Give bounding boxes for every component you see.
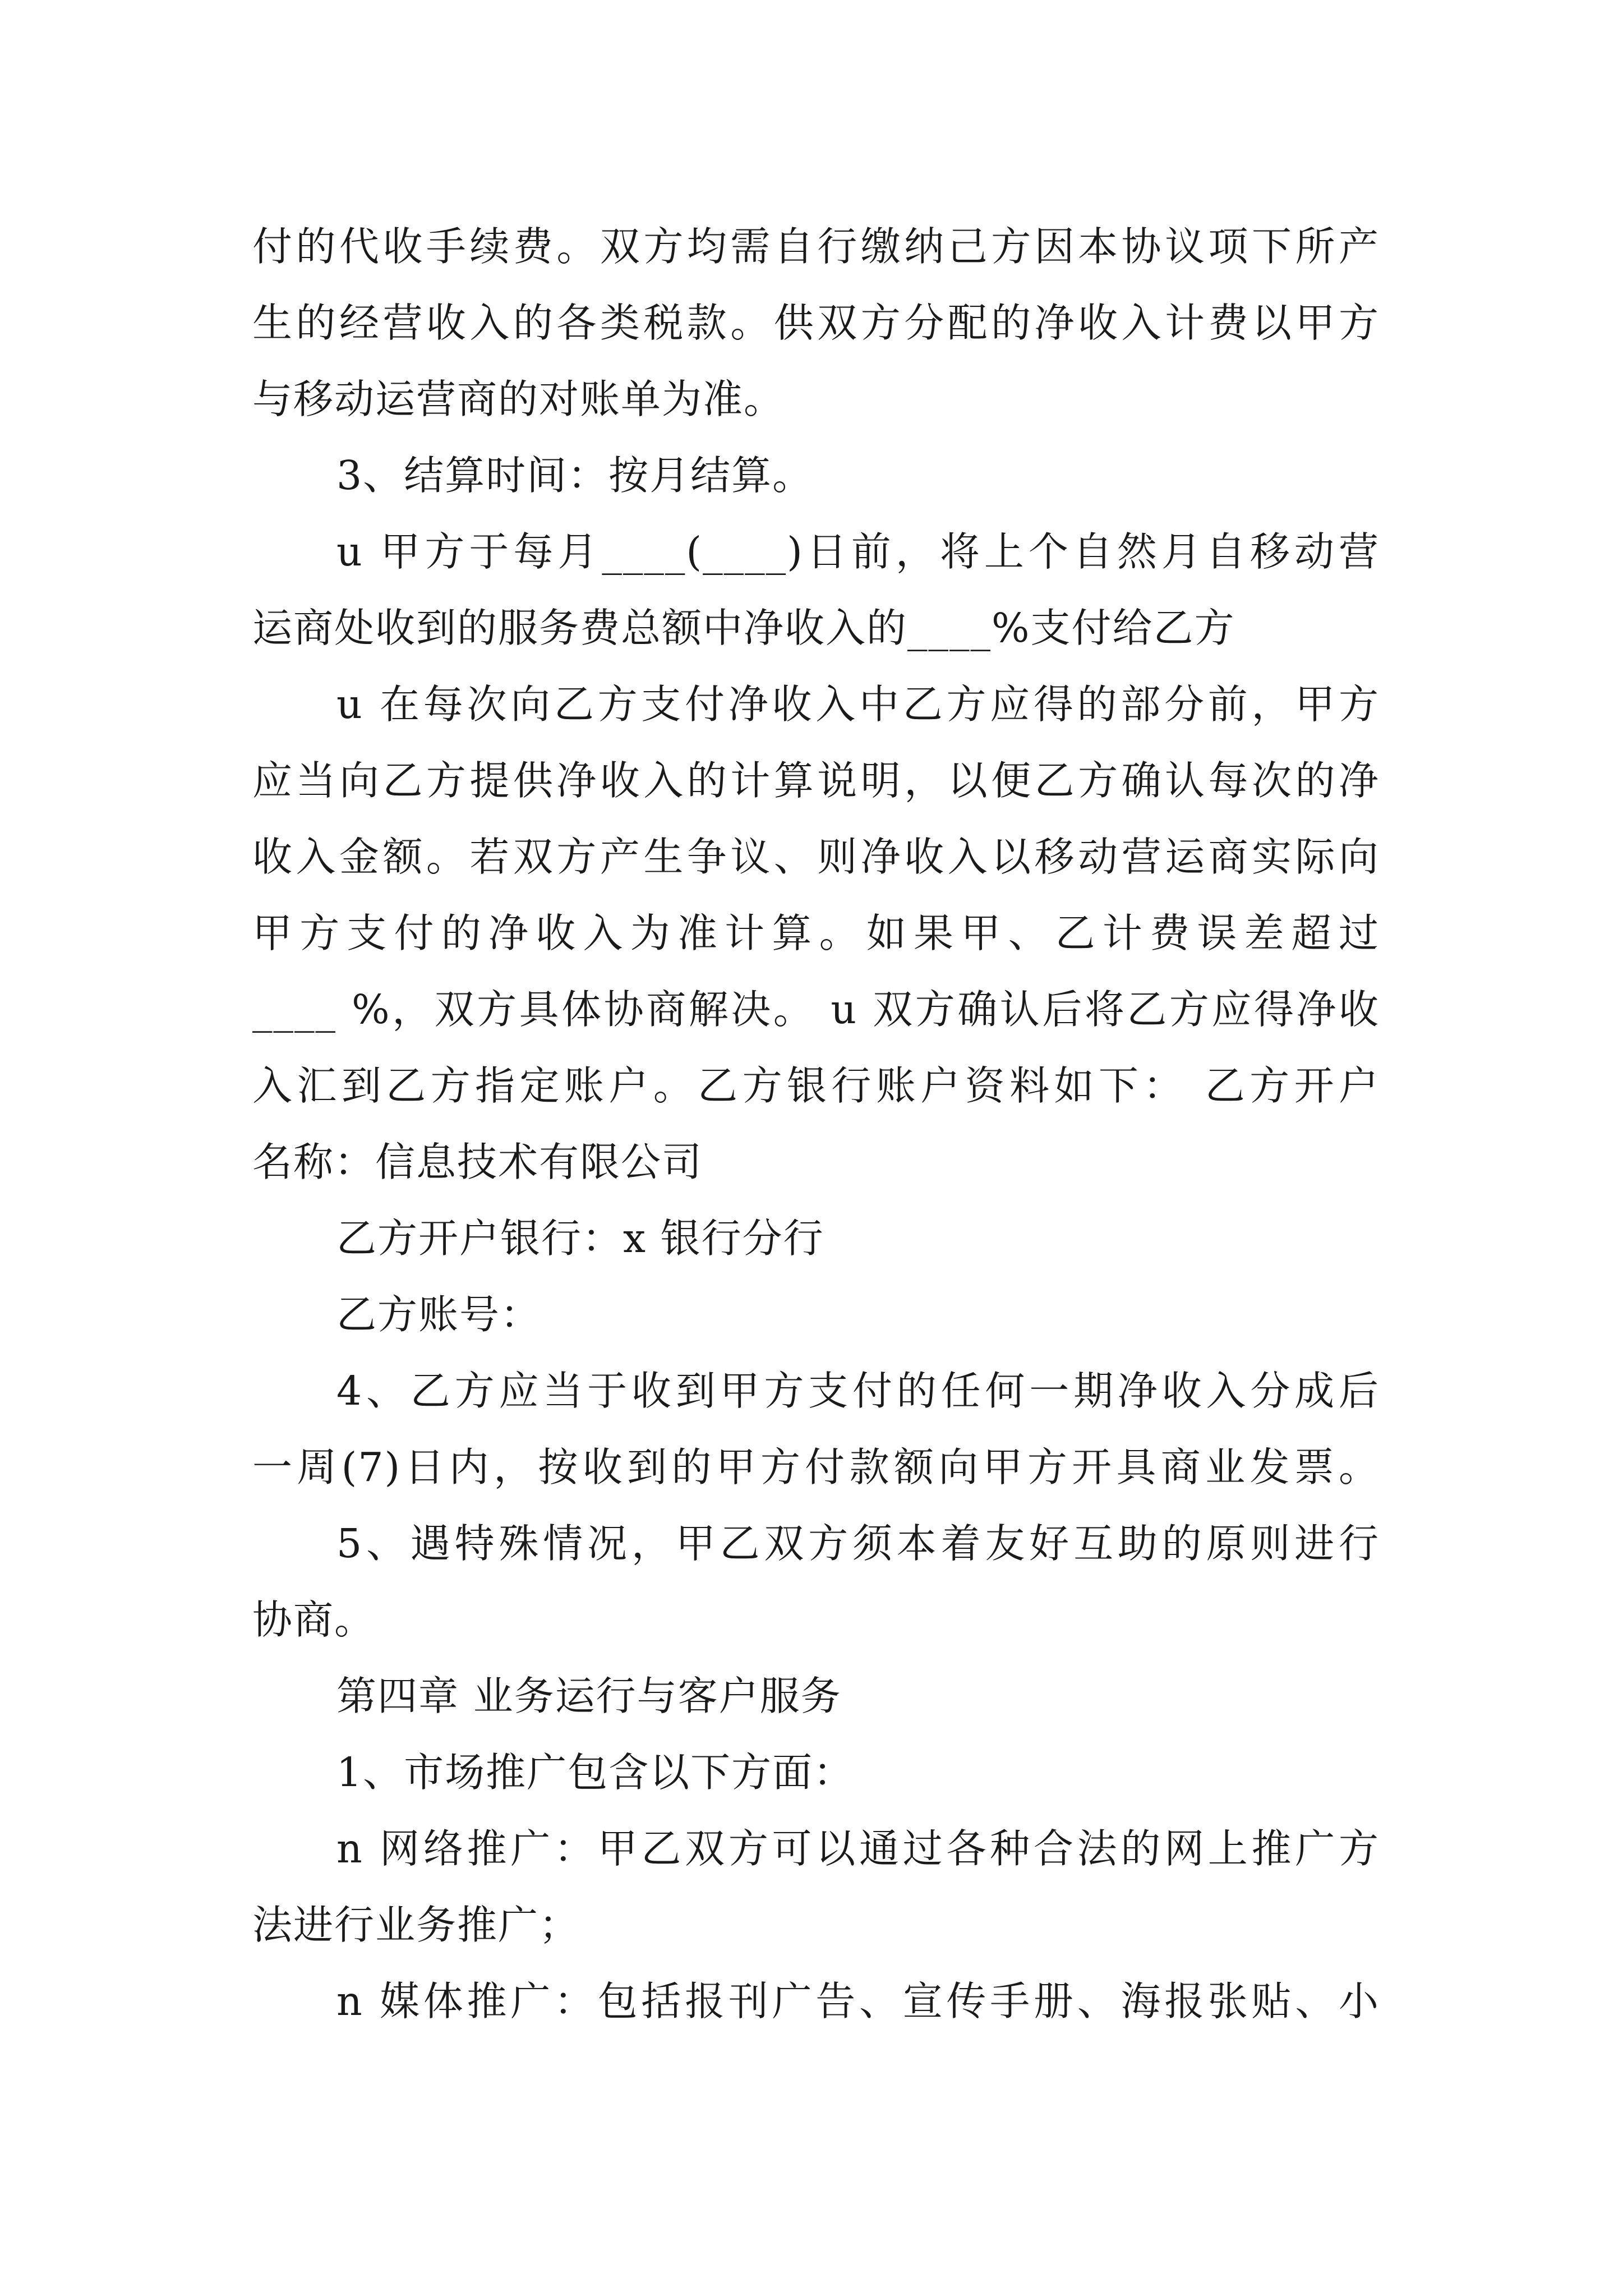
- account-number-line: 乙方账号：: [336, 1291, 542, 1338]
- body-text-line: 运商处收到的服务费总额中净收入的____%支付给乙方: [252, 605, 1235, 651]
- document-page: [252, 209, 1380, 2040]
- body-text-line: 一周(7)日内，按收到的甲方付款额向甲方开具商业发票。: [252, 1444, 1380, 1490]
- section-heading-settlement-time: 3、结算时间：按月结算。: [336, 452, 814, 499]
- chapter-heading: 第四章 业务运行与客户服务: [336, 1673, 842, 1719]
- body-text-line: 生的经营收入的各类税款。供双方分配的净收入计费以甲方: [252, 300, 1380, 346]
- body-text-line: 应当向乙方提供净收入的计算说明，以便乙方确认每次的净: [252, 757, 1380, 804]
- section-heading-marketing: 1、市场推广包含以下方面：: [336, 1749, 855, 1796]
- bank-name-line: 乙方开户银行：x 银行分行: [336, 1215, 824, 1262]
- body-text-line: 名称：信息技术有限公司: [252, 1139, 703, 1185]
- body-text-line: ____ %，双方具体协商解决。 u 双方确认后将乙方应得净收: [252, 986, 1380, 1033]
- body-text-line: 5、遇特殊情况，甲乙双方须本着友好互助的原则进行: [336, 1520, 1380, 1567]
- body-text-line: 4、乙方应当于收到甲方支付的任何一期净收入分成后: [336, 1368, 1380, 1414]
- body-text-line: 入汇到乙方指定账户。乙方银行账户资料如下： 乙方开户: [252, 1062, 1380, 1109]
- body-text-line: u 甲方于每月____(____)日前，将上个自然月自移动营: [336, 528, 1380, 575]
- body-text-line: 甲方支付的净收入为准计算。如果甲、乙计费误差超过: [252, 910, 1380, 956]
- body-text-line: 收入金额。若双方产生争议、则净收入以移动营运商实际向: [252, 834, 1380, 880]
- body-text-line: n 网络推广：甲乙双方可以通过各种合法的网上推广方: [336, 1825, 1380, 1872]
- body-text-line: 付的代收手续费。双方均需自行缴纳己方因本协议项下所产: [252, 223, 1380, 270]
- body-text-line: n 媒体推广：包括报刊广告、宣传手册、海报张贴、小: [336, 1978, 1380, 2024]
- body-text-line: 协商。: [252, 1596, 376, 1643]
- body-text-line: 与移动运营商的对账单为准。: [252, 376, 785, 422]
- body-text-line: 法进行业务推广；: [252, 1902, 580, 1948]
- body-text-line: u 在每次向乙方支付净收入中乙方应得的部分前，甲方: [336, 681, 1380, 728]
